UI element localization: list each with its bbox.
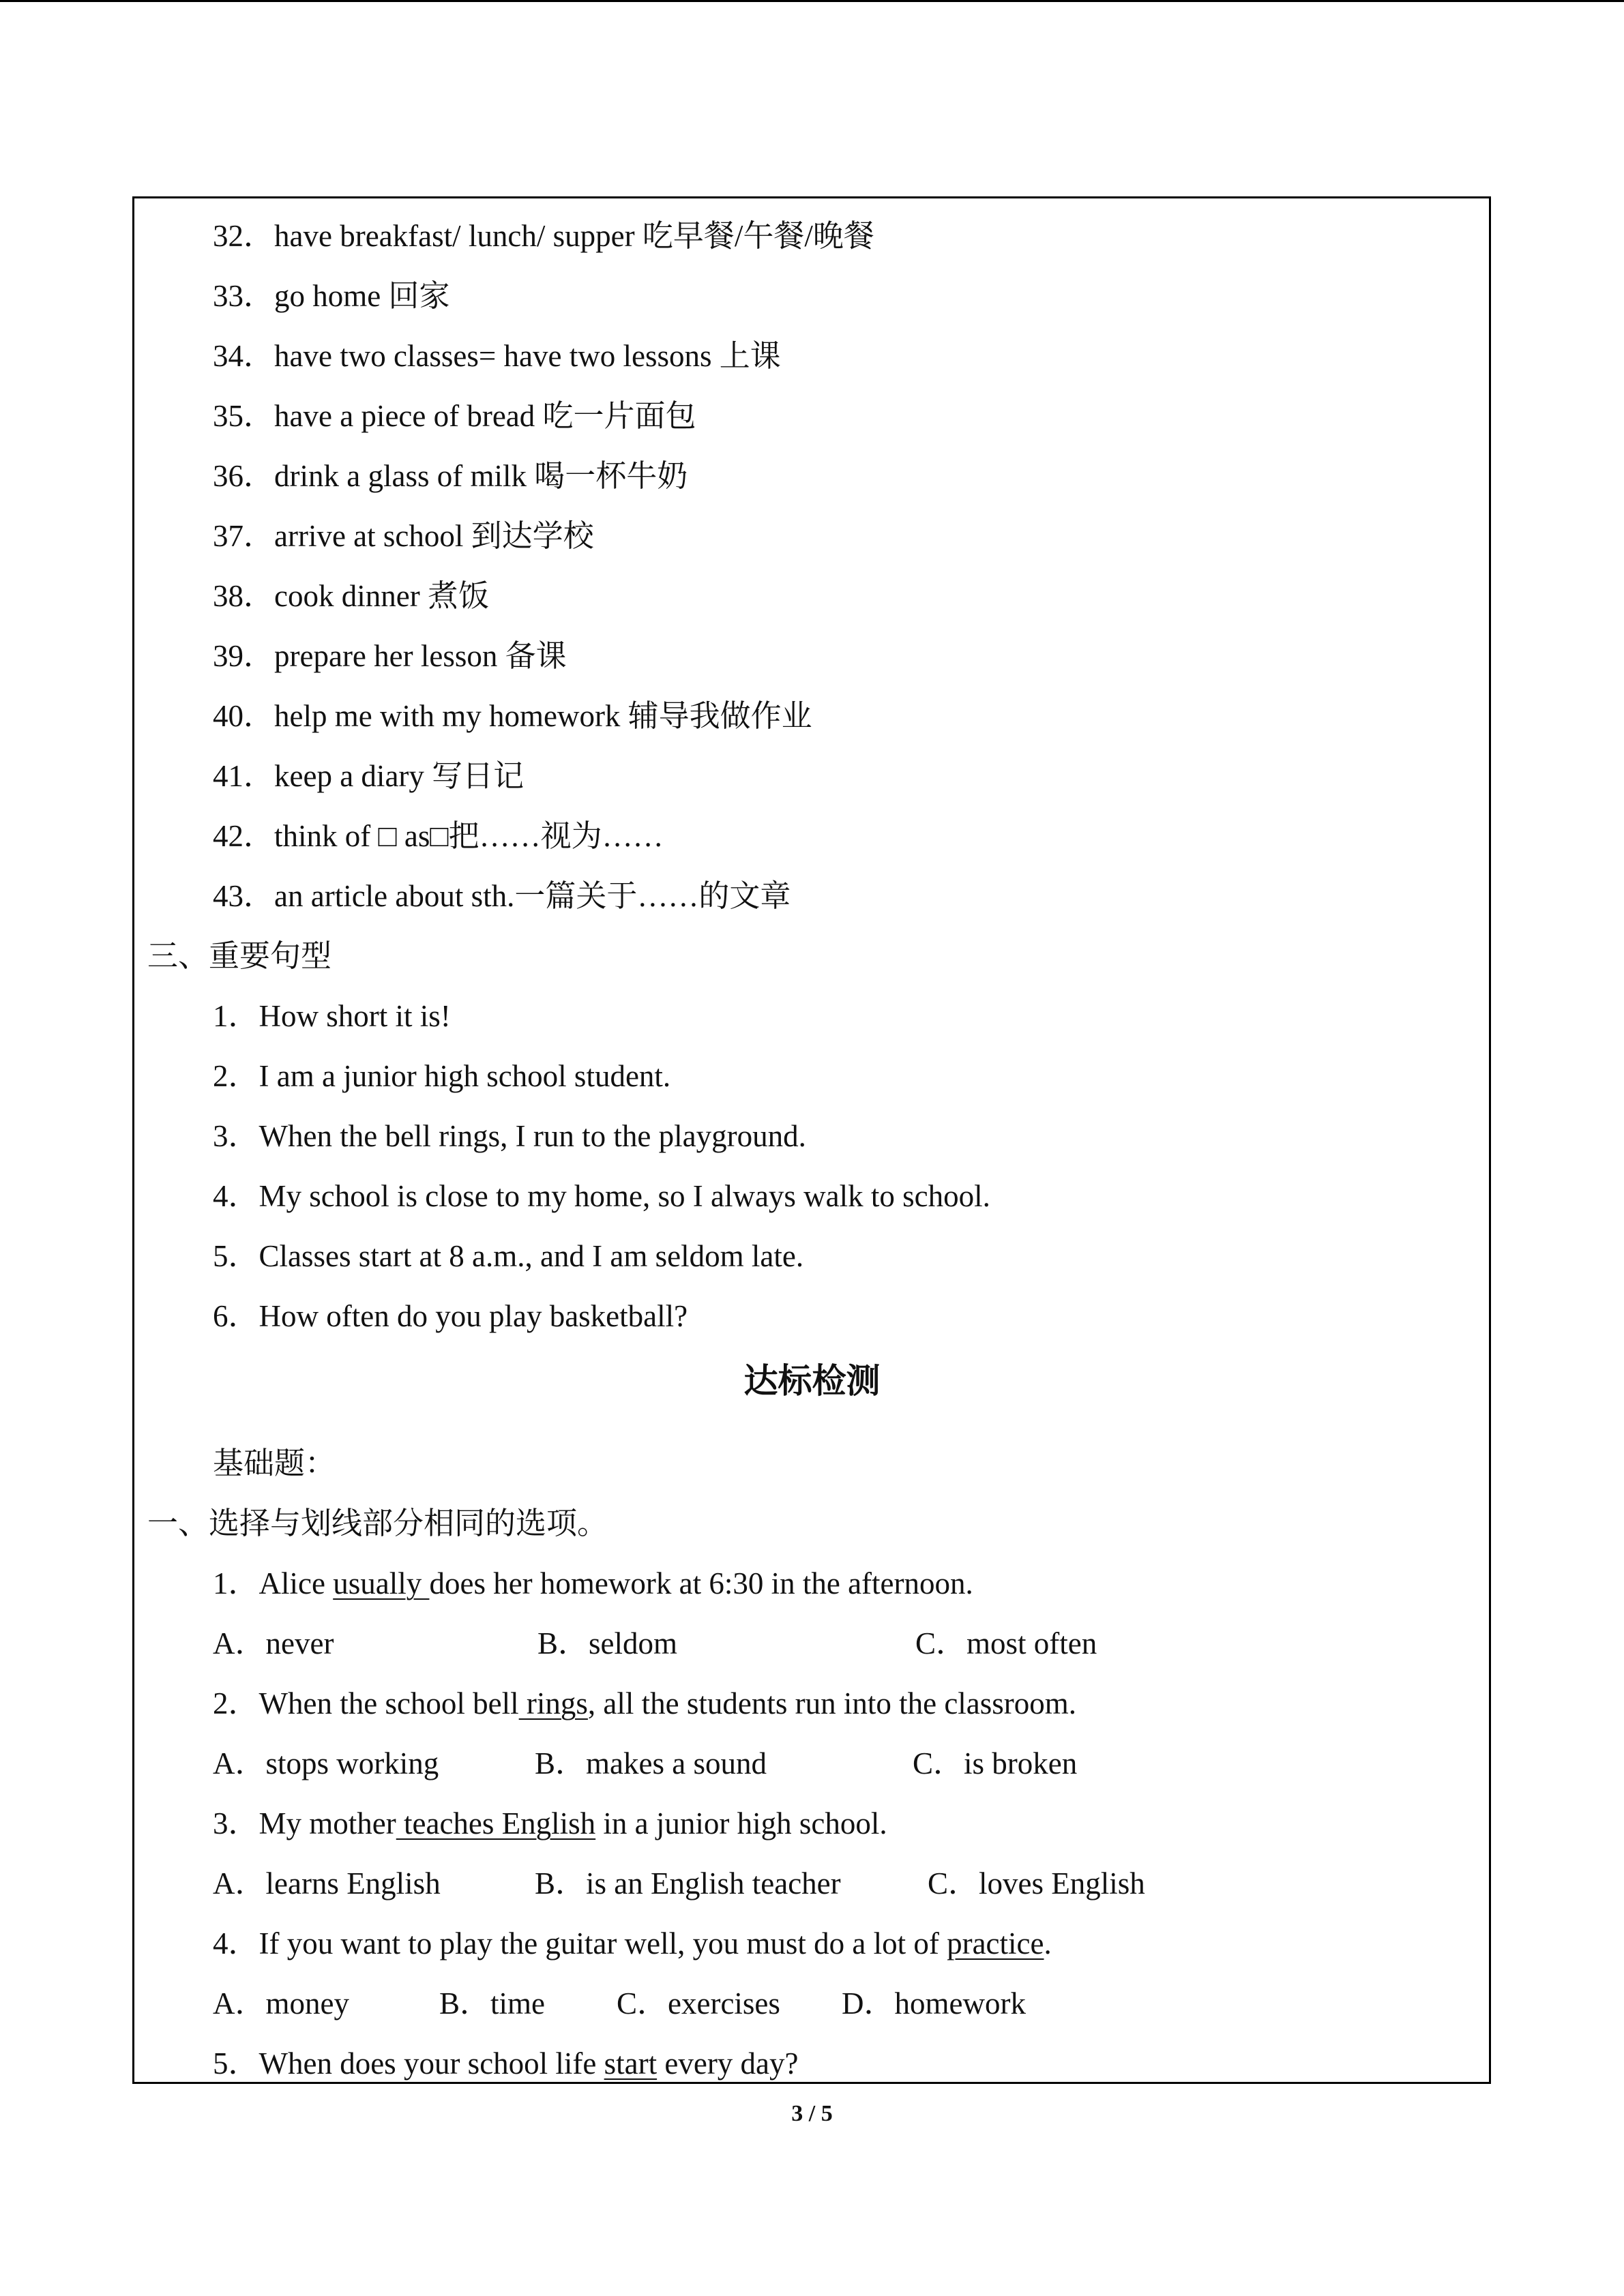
phrase-item: 32．have breakfast/ lunch/ supper 吃早餐/午餐/晚餐 [213, 219, 874, 253]
section-heading: 三、重要句型 [147, 939, 332, 973]
phrase-item: 35．have a piece of bread 吃一片面包 [213, 399, 696, 433]
question-2: 2．When the school bell rings, all the students run into the classroom. [213, 1686, 1077, 1720]
page-number: 3 / 5 [791, 2101, 833, 2126]
option-b: B．seldom [537, 1626, 678, 1660]
option-d: D．homework [842, 1986, 1026, 2021]
part1-heading: 一、选择与划线部分相同的选项。 [147, 1506, 608, 1540]
underlined-word: practice [947, 1926, 1044, 1960]
sentence-item: 4．My school is close to my home, so I always walk to school. [213, 1179, 990, 1213]
sentence-item: 2．I am a junior high school student. [213, 1059, 671, 1093]
page-top-edge [0, 0, 1624, 2]
test-title: 达标检测 [743, 1361, 881, 1401]
underlined-word: start [604, 2046, 658, 2081]
option-a: A．never [213, 1626, 334, 1660]
option-a: A．money [213, 1986, 349, 2021]
phrase-item: 41．keep a diary 写日记 [213, 759, 525, 793]
option-c: C．most often [915, 1626, 1097, 1660]
option-b: B．time [439, 1986, 545, 2021]
phrase-item: 37．arrive at school 到达学校 [213, 519, 594, 553]
phrase-item: 38．cook dinner 煮饭 [213, 579, 489, 613]
phrase-item: 34．have two classes= have two lessons 上课 [213, 339, 781, 373]
option-a: A．learns English [213, 1866, 441, 1900]
underlined-word: teaches English [396, 1806, 596, 1840]
sentence-item: 3．When the bell rings, I run to the playground. [213, 1119, 806, 1153]
question-3: 3．My mother teaches English in a junior high school. [213, 1806, 887, 1840]
option-c: C．is broken [913, 1746, 1078, 1780]
sentence-item: 6．How often do you play basketball? [213, 1299, 688, 1333]
question-1: 1．Alice usually does her homework at 6:30 in the afternoon. [213, 1566, 973, 1600]
phrase-item: 42．think of □ as□把……视为…… [213, 819, 664, 853]
option-c: C．loves English [928, 1866, 1145, 1900]
sentence-item: 1．How short it is! [213, 999, 451, 1033]
phrase-item: 33．go home 回家 [213, 279, 450, 313]
option-a: A．stops working [213, 1746, 439, 1780]
underlined-word: rings [518, 1686, 588, 1720]
option-c: C．exercises [617, 1986, 780, 2021]
phrase-item: 40．help me with my homework 辅导我做作业 [213, 699, 812, 733]
basic-label: 基础题： [213, 1446, 336, 1480]
option-b: B．is an English teacher [535, 1866, 841, 1900]
sentence-item: 5．Classes start at 8 a.m., and I am seldom late. [213, 1239, 804, 1273]
question-4: 4．If you want to play the guitar well, you must do a lot of practice. [213, 1926, 1052, 1960]
phrase-item: 36．drink a glass of milk 喝一杯牛奶 [213, 459, 688, 493]
question-5: 5．When does your school life start every day? [213, 2046, 799, 2081]
option-b: B．makes a sound [535, 1746, 767, 1780]
phrase-item: 39．prepare her lesson 备课 [213, 639, 567, 673]
phrase-item: 43．an article about sth.一篇关于……的文章 [213, 879, 791, 913]
underlined-word: usually [333, 1566, 430, 1600]
